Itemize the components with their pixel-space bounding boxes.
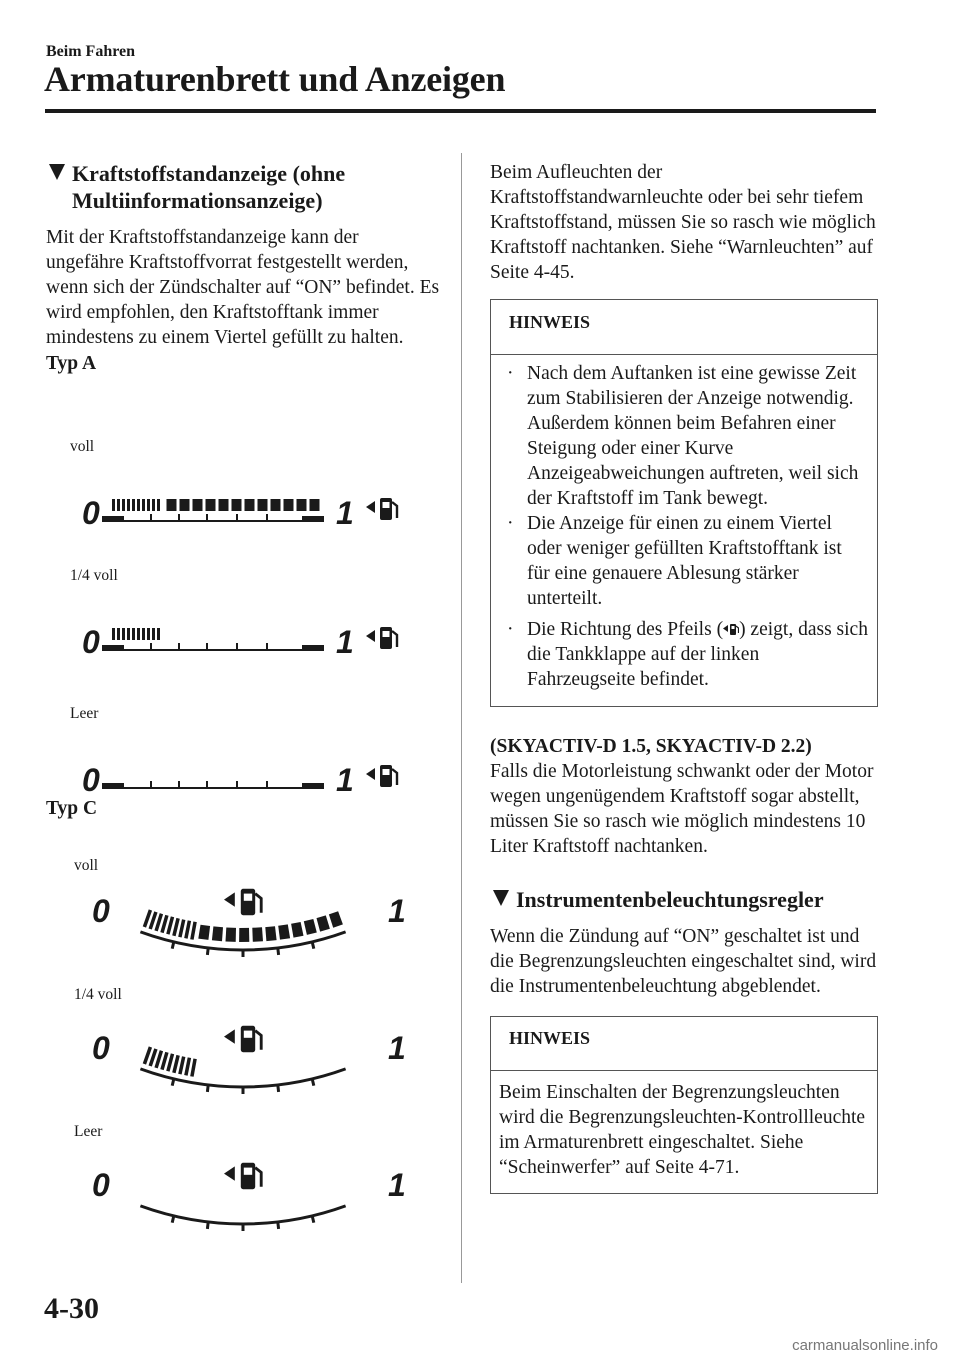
gauge-segment — [162, 915, 167, 932]
chapter-title: Armaturenbrett und Anzeigen — [44, 59, 506, 99]
gauge-full-mark: 1 — [336, 624, 354, 660]
pump-body — [241, 1026, 255, 1052]
fuel-gauge-type-a-full — [80, 488, 410, 534]
arrow-shape — [224, 1029, 235, 1043]
section-label: Beim Fahren — [46, 43, 136, 60]
fuel-gauge-type-c-full — [88, 880, 418, 960]
type-a-label: Typ A — [46, 353, 97, 374]
gauge-segment — [304, 919, 317, 935]
gauge-c-empty-label: Leer — [74, 1123, 103, 1140]
gauge-segment — [239, 928, 249, 942]
fuel-door-arrow-icon — [366, 765, 397, 787]
gauge-segment — [156, 1051, 161, 1068]
gauge-empty-mark: 0 — [92, 893, 110, 929]
gauge-segment — [144, 1047, 150, 1064]
gauge-segment — [193, 499, 203, 511]
gauge-segment — [132, 499, 135, 511]
gauge-tick — [172, 942, 174, 949]
note-bullet — [491, 511, 869, 611]
heading-triangle-icon — [48, 163, 66, 181]
arrow-shape — [366, 630, 375, 642]
gauge-segment — [284, 499, 294, 511]
watermark: carmanualsonline.info — [792, 1337, 938, 1354]
pump-body — [241, 889, 255, 915]
gauge-end-tick — [302, 516, 324, 522]
fuel-door-arrow-icon — [723, 620, 739, 637]
note-bullet-text: Die Anzeige für einen zu einem Viertel oder weniger gefüllten Kraftstofftank ist für eine genauere Ablesung stärker unterteilt. — [527, 513, 842, 609]
fuel-warning-text: Beim Aufleuchten der Kraftstoffstandwarnleuchte oder bei sehr tiefem Kraftstoffstand, müssen Sie so rasch wie möglich Kraftstoff nachtanken. Siehe “Warnleuchten” auf Seite 4-45. — [490, 162, 876, 283]
gauge-segment — [142, 628, 145, 640]
gauge-segment — [258, 499, 268, 511]
fuel-door-arrow-icon — [224, 1163, 261, 1189]
gauge-segment — [219, 499, 229, 511]
heading-triangle-icon — [492, 889, 510, 907]
fuel-gauge-type-c-quarter — [88, 1017, 418, 1097]
pump-hose — [255, 1168, 261, 1187]
gauge-tick — [236, 643, 238, 651]
gauge-segment — [150, 912, 156, 929]
gauge-empty-mark: 0 — [82, 624, 100, 660]
gauge-segment — [142, 499, 145, 511]
gauge-segment — [112, 628, 115, 640]
gauge-segment — [278, 924, 290, 939]
gauge-full-mark: 1 — [388, 1030, 406, 1066]
dimmer-note-text: Beim Einschalten der Begrenzungsleuchten wird die Begrenzungsleuchten-Kontrollleuchte im Armaturenbrett eingeschaltet. Siehe “Scheinwerfer” auf Seite 4-71. — [499, 1082, 866, 1178]
gauge-tick — [266, 643, 268, 651]
gauge-empty-mark: 0 — [82, 495, 100, 531]
gauge-end-tick — [102, 516, 124, 522]
gauge-tick — [207, 948, 208, 955]
gauge-segment — [317, 915, 330, 931]
gauge-segment — [198, 925, 210, 940]
fuel-door-arrow-icon — [224, 1026, 261, 1052]
bullet-dot: · — [507, 513, 514, 534]
gauge-a-quarter-label: 1/4 voll — [70, 567, 118, 584]
gauge-tick — [207, 1222, 208, 1229]
fuel-gauge-heading-text: Kraftstoffstandanzeige (ohne Multiinformationsanzeige) — [72, 161, 346, 213]
gauge-full-mark: 1 — [336, 495, 354, 531]
gauge-full-mark: 1 — [388, 893, 406, 929]
gauge-segment — [168, 917, 173, 934]
gauge-segment — [132, 628, 135, 640]
pump-window — [383, 502, 390, 508]
gauge-empty-mark: 0 — [92, 1030, 110, 1066]
gauge-segment — [212, 926, 223, 941]
note-bullet — [491, 361, 869, 511]
gauge-segment — [117, 499, 120, 511]
gauge-segment — [150, 1049, 156, 1066]
fuel-door-arrow-icon — [366, 627, 397, 649]
gauge-segment — [152, 499, 155, 511]
note-body — [491, 1070, 877, 1193]
fuel-gauge-type-a-empty — [80, 755, 410, 801]
gauge-segment — [329, 911, 343, 928]
gauge-segment — [252, 927, 263, 942]
header-rule — [45, 109, 876, 113]
pump-hose — [392, 502, 397, 518]
pump-window — [244, 1168, 252, 1175]
fuel-gauge-type-a-quarter — [80, 617, 410, 663]
gauge-segment — [310, 499, 320, 511]
note-bullet-text: Die Richtung des Pfeils ( — [527, 619, 724, 640]
type-c-label: Typ C — [46, 798, 98, 819]
fuel-gauge-type-c-empty — [88, 1154, 418, 1234]
gauge-empty-mark: 0 — [82, 762, 100, 798]
arrow-shape — [224, 892, 235, 906]
gauge-segment — [226, 928, 237, 942]
note-body — [491, 354, 877, 706]
gauge-tick — [150, 643, 152, 651]
gauge-tick — [172, 1216, 174, 1223]
gauge-segment — [127, 499, 130, 511]
gauge-tick — [266, 781, 268, 789]
page-number: 4-30 — [44, 1292, 99, 1325]
left-column — [46, 160, 441, 376]
gauge-tick — [206, 643, 208, 651]
pump-body — [380, 498, 392, 520]
gauge-segment — [144, 910, 150, 927]
gauge-tick — [178, 781, 180, 789]
column-divider — [461, 153, 462, 1283]
gauge-segment — [192, 922, 195, 940]
gauge-empty-mark: 0 — [92, 1167, 110, 1203]
gauge-end-tick — [102, 645, 124, 651]
note-bullet-text: ) zeigt, dass sich die Tankklappe auf der linken Fahrzeugseite befindet. — [527, 619, 868, 690]
gauge-tick — [150, 514, 152, 522]
gauge-tick — [178, 643, 180, 651]
gauge-tick — [150, 781, 152, 789]
gauge-segment — [147, 499, 150, 511]
dimmer-heading — [490, 886, 878, 913]
pump-body — [380, 627, 392, 649]
gauge-segment — [232, 499, 242, 511]
pump-window — [244, 1031, 252, 1038]
gauge-segment — [291, 922, 303, 938]
bullet-dot: · — [507, 363, 514, 384]
gauge-segment — [245, 499, 255, 511]
gauge-tick — [312, 1216, 314, 1223]
gauge-segment — [127, 628, 130, 640]
fuel-gauge-intro: Mit der Kraftstoffstandanzeige kann der ungefähre Kraftstoffvorrat festgestellt werden, wenn sich der Zündschalter auf “ON” befindet. Es wird empfohlen, den Kraftstofftank immer mindestens zu einem Viertel gefüllt zu halten. — [46, 227, 440, 348]
diesel-text: Falls die Motorleistung schwankt oder der Motor wegen ungenügendem Kraftstoff sogar abstellt, müssen Sie so rasch wie möglich mindestens 10 Liter Kraftstoff nachtanken. — [490, 761, 874, 857]
gauge-end-tick — [102, 783, 124, 789]
pump-body — [241, 1163, 255, 1189]
arrow-shape — [366, 501, 375, 513]
bullet-dot: · — [507, 619, 514, 640]
pump-hose — [392, 631, 397, 647]
pump-hose — [392, 769, 397, 785]
gauge-full-mark: 1 — [336, 762, 354, 798]
gauge-segment — [192, 1059, 195, 1077]
gauge-tick — [207, 1085, 208, 1092]
gauge-segment — [168, 1054, 173, 1071]
gauge-segment — [147, 628, 150, 640]
gauge-tick — [312, 1079, 314, 1086]
pump-window — [383, 769, 390, 775]
gauge-tick — [178, 514, 180, 522]
gauge-segment — [117, 628, 120, 640]
arrow-shape — [366, 768, 375, 780]
note-box-dimmer — [490, 1016, 878, 1194]
gauge-segment — [137, 499, 140, 511]
gauge-end-tick — [302, 783, 324, 789]
gauge-segment — [180, 1057, 184, 1075]
fuel-door-arrow-icon — [224, 889, 261, 915]
note-title: HINWEIS — [509, 312, 591, 332]
pump-hose — [255, 1031, 261, 1050]
dimmer-text: Wenn die Zündung auf “ON” geschaltet ist und die Begrenzungsleuchten eingeschaltet sind, wird die Instrumentenbeleuchtung abgeblendet. — [490, 926, 877, 997]
gauge-full-mark: 1 — [388, 1167, 406, 1203]
dimmer-heading-text: Instrumentenbeleuchtungsregler — [516, 887, 824, 912]
gauge-segment — [297, 499, 307, 511]
gauge-segment — [167, 499, 177, 511]
gauge-tick — [278, 1085, 279, 1092]
pump-body — [380, 765, 392, 787]
gauge-segment — [112, 499, 115, 511]
gauge-segment — [174, 1055, 178, 1073]
gauge-segment — [157, 499, 160, 511]
pump-hose — [255, 894, 261, 913]
gauge-segment — [180, 920, 184, 938]
gauge-tick — [278, 948, 279, 955]
right-column — [490, 160, 878, 1194]
gauge-segment — [271, 499, 281, 511]
gauge-a-full-label: voll — [70, 438, 95, 455]
gauge-c-full-label: voll — [74, 857, 99, 874]
gauge-segment — [137, 628, 140, 640]
gauge-segment — [186, 1058, 190, 1076]
gauge-segment — [265, 926, 276, 941]
gauge-segment — [174, 918, 178, 936]
gauge-end-tick — [302, 645, 324, 651]
gauge-segment — [180, 499, 190, 511]
gauge-segment — [157, 628, 160, 640]
note-bullet-text: Nach dem Auftanken ist eine gewisse Zeit zum Stabilisieren der Anzeige notwendig. Außerdem können beim Befahren einer Steigung oder einer Kurve Anzeigeabweichungen auftreten, weil sich der Kraftstoff im Tank bewegt. — [527, 363, 859, 509]
gauge-tick — [236, 781, 238, 789]
gauge-segment — [152, 628, 155, 640]
pump-window — [383, 631, 390, 637]
gauge-segment — [156, 914, 161, 931]
gauge-tick — [278, 1222, 279, 1229]
fuel-door-arrow-icon — [366, 498, 397, 520]
gauge-segment — [206, 499, 216, 511]
gauge-tick — [172, 1079, 174, 1086]
gauge-tick — [206, 514, 208, 522]
note-bullet — [491, 617, 869, 692]
gauge-c-quarter-label: 1/4 voll — [74, 986, 122, 1003]
arrow-shape — [224, 1166, 235, 1180]
gauge-tick — [266, 514, 268, 522]
gauge-tick — [236, 514, 238, 522]
diesel-heading: (SKYACTIV-D 1.5, SKYACTIV-D 2.2) — [490, 736, 812, 757]
gauge-segment — [186, 921, 190, 939]
pump-window — [244, 894, 252, 901]
gauge-segment — [122, 499, 125, 511]
gauge-tick — [206, 781, 208, 789]
note-box-fuel — [490, 299, 878, 707]
gauge-tick — [312, 942, 314, 949]
gauge-a-empty-label: Leer — [70, 705, 99, 722]
fuel-gauge-heading — [46, 160, 441, 214]
note-title: HINWEIS — [509, 1028, 591, 1048]
gauge-segment — [162, 1052, 167, 1069]
gauge-segment — [122, 628, 125, 640]
